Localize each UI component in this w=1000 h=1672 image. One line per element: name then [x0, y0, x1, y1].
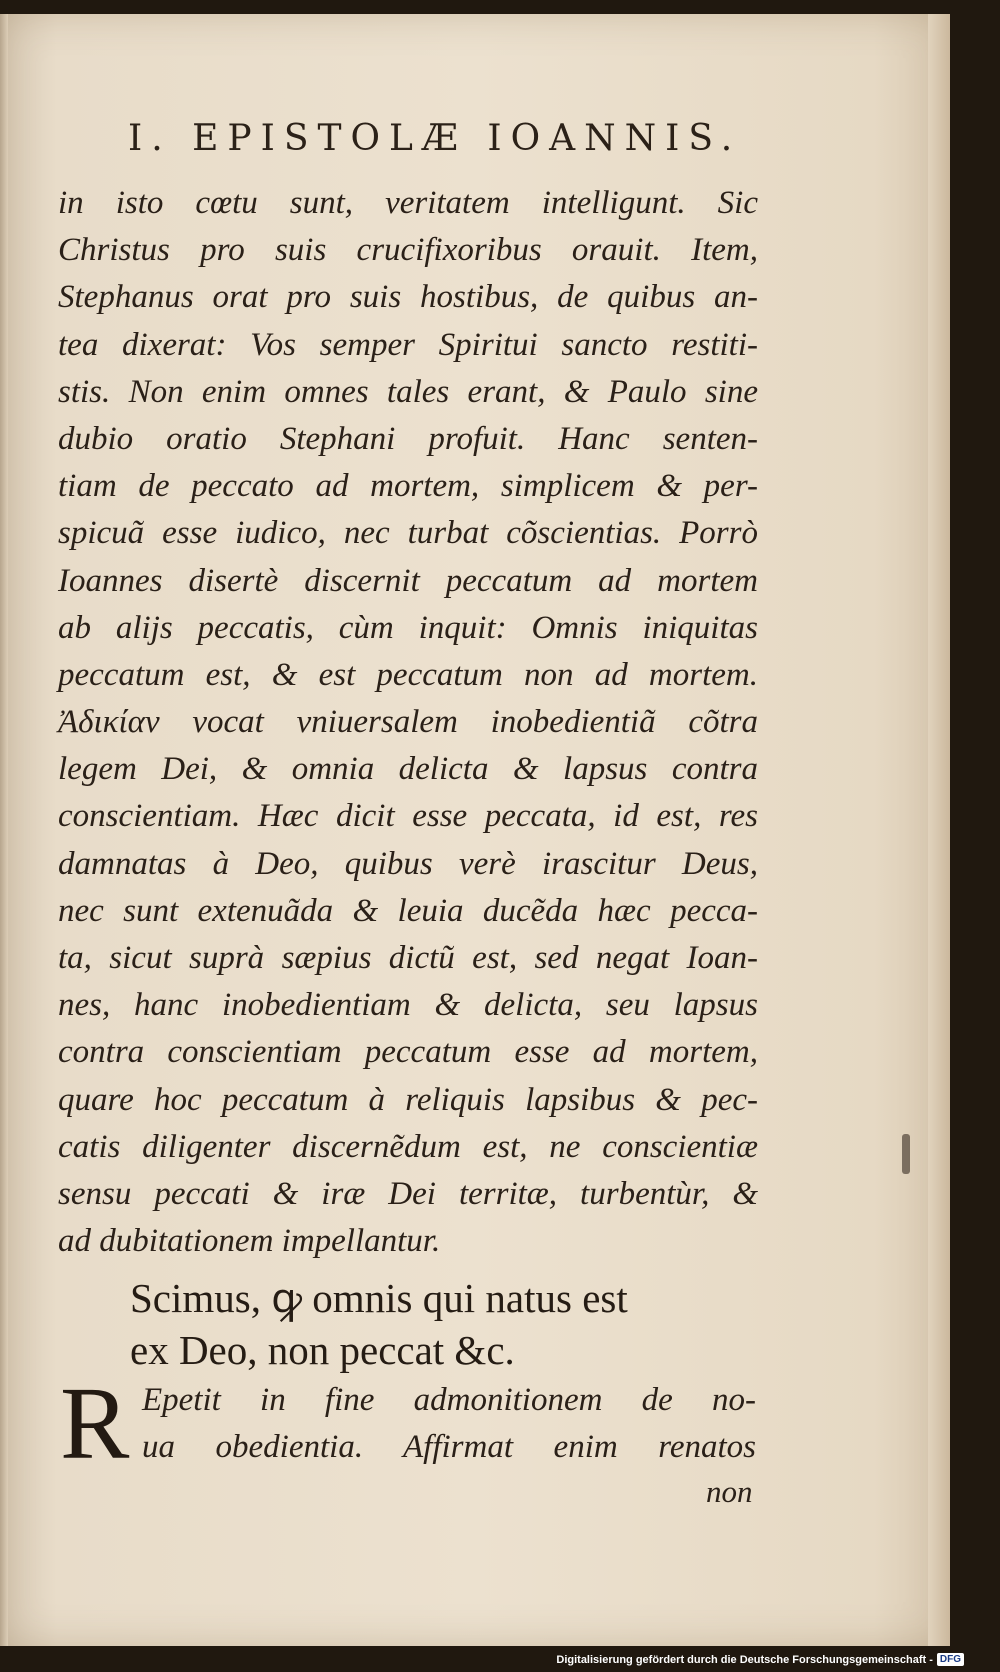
- text-line: Christus pro suis crucifixoribus orauit. Item,: [58, 232, 758, 269]
- text-line: sensu peccati & iræ Dei territæ, turbentùr, &: [58, 1175, 758, 1212]
- running-head: I. EPISTOLÆ IOANNIS.: [128, 118, 742, 159]
- text-line: nec sunt extenuãda & leuia ducẽda hæc pecca-: [58, 892, 758, 929]
- digitization-credit: [556, 1653, 964, 1666]
- verse-heading-line: ex Deo, non peccat &c.: [130, 1327, 515, 1373]
- text-line: Epetit in fine admonitionem de no-: [142, 1382, 756, 1418]
- text-line: quare hoc peccatum à reliquis lapsibus & pec-: [58, 1081, 758, 1118]
- text-line: conscientiam. Hæc dicit esse peccata, id est, res: [58, 798, 758, 835]
- verse-heading: [130, 1272, 628, 1376]
- credit-text: Digitalisierung gefördert durch die Deutsche Forschungsgemeinschaft -: [556, 1653, 933, 1666]
- catchword: non: [706, 1474, 753, 1509]
- text-line: legem Dei, & omnia delicta & lapsus contra: [58, 751, 758, 788]
- drop-cap: R: [60, 1366, 130, 1481]
- text-line: peccatum est, & est peccatum non ad mortem.: [58, 656, 758, 693]
- text-line: spicuã esse iudico, nec turbat cõscientias. Porrò: [58, 515, 758, 552]
- text-line: tea dixerat: Vos semper Spiritui sancto restiti-: [58, 326, 758, 363]
- text-line: tiam de peccato ad mortem, simplicem & per-: [58, 468, 758, 505]
- page-fore-edge: [928, 14, 950, 1646]
- text-line: ua obedientia. Affirmat enim renatos: [142, 1429, 756, 1465]
- text-line: contra conscientiam peccatum esse ad mortem,: [58, 1034, 758, 1071]
- text-line: in isto cœtu sunt, veritatem intelligunt. Sic: [58, 185, 758, 221]
- page-gutter-edge: [0, 14, 8, 1646]
- verse-heading-line: Scimus, ꝙ omnis qui natus est: [130, 1275, 628, 1321]
- text-line: Ioannes disertè discernit peccatum ad mortem: [58, 562, 758, 599]
- body-text: [58, 180, 758, 1265]
- text-line: stis. Non enim omnes tales erant, & Paulo sine: [58, 373, 758, 410]
- text-line: dubio oratio Stephani profuit. Hanc senten-: [58, 420, 758, 457]
- text-line: ta, sicut suprà sæpius dictũ est, sed negat Ioan-: [58, 940, 758, 976]
- text-line: ab alijs peccatis, cùm inquit: Omnis iniquitas: [58, 609, 758, 646]
- dfg-logo: DFG: [937, 1653, 964, 1666]
- drop-cap-paragraph: [142, 1377, 756, 1471]
- text-line: Ἀδικίαν vocat vniuersalem inobedientiã cõtra: [58, 704, 758, 741]
- text-line: Stephanus orat pro suis hostibus, de quibus an-: [58, 279, 758, 316]
- text-line-last: ad dubitationem impellantur.: [58, 1223, 441, 1260]
- text-line: catis diligenter discernẽdum est, ne conscientiæ: [58, 1128, 758, 1165]
- text-line: damnatas à Deo, quibus verè irascitur Deus,: [58, 845, 758, 882]
- page-stain: [902, 1134, 910, 1174]
- text-line: nes, hanc inobedientiam & delicta, seu lapsus: [58, 987, 758, 1024]
